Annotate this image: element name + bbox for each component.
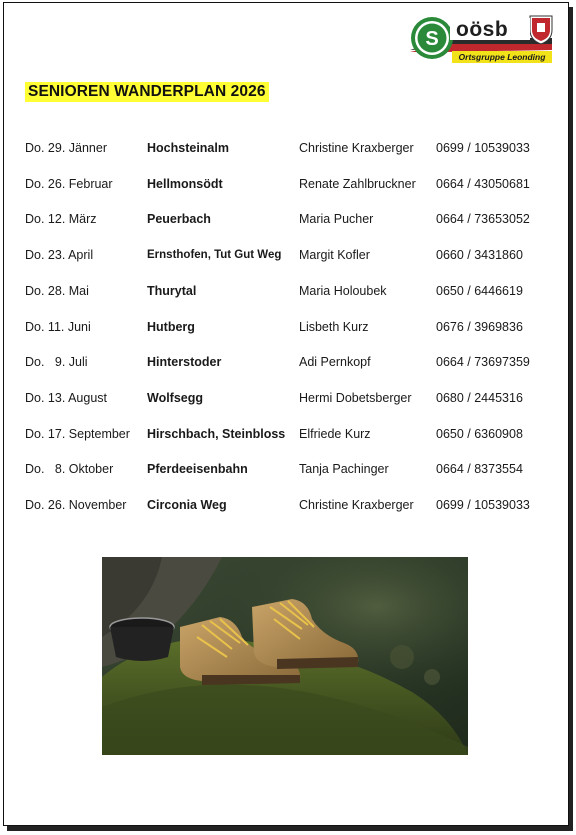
row-date: Do. 13. August xyxy=(25,391,108,405)
row-destination: Pferdeeisenbahn xyxy=(147,462,248,476)
schedule-row xyxy=(0,350,576,374)
row-phone: 0650 / 6446619 xyxy=(436,284,523,298)
row-date: Do. 28. Mai xyxy=(25,284,89,298)
row-leader: Adi Pernkopf xyxy=(299,355,371,369)
row-destination: Circonia Weg xyxy=(147,498,227,512)
row-destination: Peuerbach xyxy=(147,212,211,226)
row-destination: Ernsthofen, Tut Gut Weg xyxy=(147,249,282,261)
row-phone: 0699 / 10539033 xyxy=(436,141,530,155)
schedule-row xyxy=(0,315,576,339)
row-phone: 0676 / 3969836 xyxy=(436,320,523,334)
logo-emblem-letter: S xyxy=(425,28,439,50)
schedule-row xyxy=(0,493,576,517)
schedule-row xyxy=(0,279,576,303)
row-phone: 0680 / 2445316 xyxy=(436,391,523,405)
schedule-row xyxy=(0,386,576,410)
row-phone: 0664 / 73653052 xyxy=(436,212,530,226)
schedule-row xyxy=(0,172,576,196)
row-leader: Renate Zahlbruckner xyxy=(299,177,416,191)
row-phone: 0664 / 73697359 xyxy=(436,355,530,369)
logo-subtitle: Ortsgruppe Leonding xyxy=(452,51,552,63)
row-date: Do. 23. April xyxy=(25,248,94,262)
row-destination: Thurytal xyxy=(147,284,197,298)
row-date: Do. 9. Juli xyxy=(25,355,88,369)
row-destination: Hellmonsödt xyxy=(147,177,223,191)
row-destination: Hinterstoder xyxy=(147,355,222,369)
row-destination: Hutberg xyxy=(147,320,195,334)
row-leader: Maria Pucher xyxy=(299,212,374,226)
row-date: Do. 29. Jänner xyxy=(25,141,107,155)
row-destination: Hochsteinalm xyxy=(147,141,229,155)
row-phone: 0664 / 8373554 xyxy=(436,462,523,476)
row-leader: Margit Kofler xyxy=(299,248,370,262)
row-leader: Lisbeth Kurz xyxy=(299,320,369,334)
hiking-boots-photo xyxy=(102,557,468,755)
row-leader: Tanja Pachinger xyxy=(299,462,389,476)
row-destination: Hirschbach, Steinbloss xyxy=(147,427,286,441)
row-destination: Wolfsegg xyxy=(147,391,204,405)
oesb-logo xyxy=(406,14,556,66)
row-phone: 0650 / 6360908 xyxy=(436,427,523,441)
page-title: SENIOREN WANDERPLAN 2026 xyxy=(25,82,269,102)
schedule-row xyxy=(0,243,576,267)
row-phone: 0664 / 43050681 xyxy=(436,177,530,191)
row-date: Do. 26. November xyxy=(25,498,127,512)
row-leader: Christine Kraxberger xyxy=(299,141,414,155)
row-phone: 0660 / 3431860 xyxy=(436,248,523,262)
row-date: Do. 8. Oktober xyxy=(25,462,114,476)
schedule-row xyxy=(0,422,576,446)
row-leader: Elfriede Kurz xyxy=(299,427,371,441)
coat-of-arms-icon xyxy=(530,16,552,44)
row-leader: Maria Holoubek xyxy=(299,284,387,298)
row-date: Do. 17. September xyxy=(25,427,130,441)
row-date: Do. 12. März xyxy=(25,212,97,226)
schedule-row xyxy=(0,457,576,481)
logo-text: oösb xyxy=(456,18,509,41)
row-phone: 0699 / 10539033 xyxy=(436,498,530,512)
row-date: Do. 11. Juni xyxy=(25,320,91,334)
schedule-row xyxy=(0,136,576,160)
schedule-row xyxy=(0,207,576,231)
row-leader: Hermi Dobetsberger xyxy=(299,391,412,405)
row-date: Do. 26. Februar xyxy=(25,177,113,191)
row-leader: Christine Kraxberger xyxy=(299,498,414,512)
